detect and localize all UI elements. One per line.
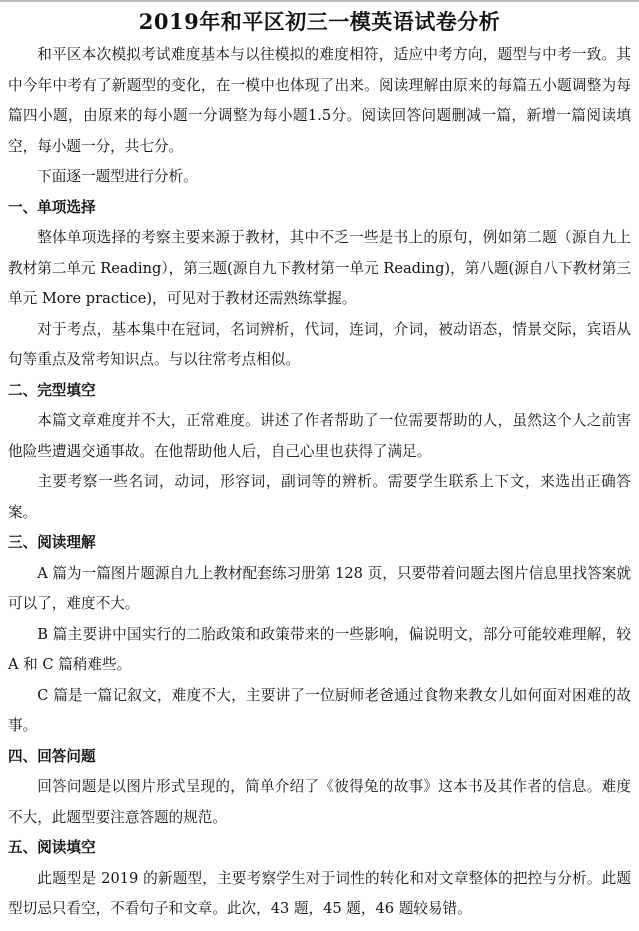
section-answer-questions: [8, 742, 631, 834]
section-paragraph: 整体单项选择的考察主要来源于教材，其中不乏一些是书上的原句，例如第二题（源自九上教材第二单元 Reading），第三题(源自九下教材第一单元 Reading)，第八题(源自八下教材第三单元 More practice)，可见对于教材还需熟练掌握。: [8, 229, 631, 307]
section-single-choice: [8, 193, 631, 376]
top-divider: [0, 0, 639, 2]
section-heading: 五、阅读填空: [8, 839, 96, 856]
section-heading: 三、阅读理解: [8, 534, 96, 551]
section-reading-fill: [8, 833, 631, 925]
section-paragraph: 回答问题是以图片形式呈现的，简单介绍了《彼得兔的故事》这本书及其作者的信息。难度不大，此题型要注意答题的规范。: [8, 778, 631, 826]
section-heading: 一、单项选择: [8, 198, 96, 216]
section-heading: 四、回答问题: [8, 747, 96, 765]
section-paragraph: 主要考察一些名词，动词，形容词，副词等的辨析。需要学生联系上下文，来选出正确答案。: [8, 473, 631, 521]
section-cloze: [8, 376, 631, 529]
intro-paragraph: 下面逐一题型进行分析。: [37, 168, 198, 185]
section-heading: 二、完型填空: [8, 381, 96, 399]
section-paragraph: 此题型是 2019 的新题型，主要考察学生对于词性的转化和对文章整体的把控与分析。此题型切忌只看空，不看句子和文章。此次，43 题，45 题，46 题较易错。: [8, 869, 631, 917]
section-paragraph: A 篇为一篇图片题源自九上教材配套练习册第 128 页，只要带着问题去图片信息里找答案就可以了，难度不大。: [8, 564, 631, 612]
intro-paragraph: 和平区本次模拟考试难度基本与以往模拟的难度相符，适应中考方向，题型与中考一致。其中今年中考有了新题型的变化，在一模中也体现了出来。阅读理解由原来的每篇五小题调整为每篇四小题，由原来的每小题一分调整为每小题1.5分。阅读回答问题删减一篇，新增一篇阅读填空，每小题一分，共七分。: [8, 46, 631, 155]
section-paragraph: 对于考点，基本集中在冠词，名词辨析，代词，连词，介词，被动语态，情景交际，宾语从句等重点及常考知识点。与以往常考点相似。: [8, 320, 631, 368]
document-title: 2019年和平区初三一模英语试卷分析: [138, 9, 501, 34]
section-paragraph: 本篇文章难度并不大，正常难度。讲述了作者帮助了一位需要帮助的人，虽然这个人之前害他险些遭遇交通事故。在他帮助他人后，自己心里也获得了满足。: [8, 412, 631, 460]
section-paragraph: B 篇主要讲中国实行的二胎政策和政策带来的一些影响，偏说明文，部分可能较难理解，较 A 和 C 篇稍难些。: [8, 625, 631, 673]
section-paragraph: C 篇是一篇记叙文，难度不大，主要讲了一位厨师老爸通过食物来教女儿如何面对困难的故事。: [8, 686, 631, 734]
section-reading-comprehension: [8, 528, 631, 742]
